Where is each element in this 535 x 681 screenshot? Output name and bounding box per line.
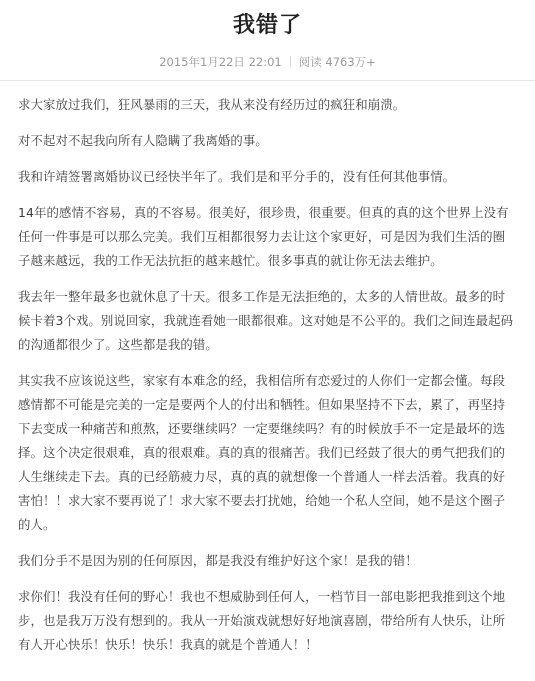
paragraph-5: 我去年一整年最多也就休息了十天。很多工作是无法拒绝的，太多的人情世故。最多的时候卡着3个戏。别说回家，我就连看她一眼都很难。这对她是不公平的。我们之间连最起码的沟通都很少了。这些都是我的错。 <box>18 289 514 352</box>
paragraph-3: 我和许靖签署离婚协议已经快半年了。我们是和平分手的，没有任何其他事情。 <box>18 169 456 184</box>
header-divider <box>0 80 535 81</box>
read-count: 阅读 4763万+ <box>298 55 376 69</box>
paragraph-7: 我们分手不是因为别的任何原因，都是我没有维护好这个家！是我的错！ <box>18 553 418 568</box>
paragraph-4: 14年的感情不容易，真的不容易。很美好，很珍贵，很重要。但真的真的这个世界上没有任何一件事是可以那么完美。我们互相都很努力去让这个家更好，可是因为我们生活的圈子越来越远，我的工作无法抗拒的越来越忙。很多事真的就让你无法去维护。 <box>18 205 509 268</box>
paragraph-6: 其实我不应该说这些，家家有本难念的经，我相信所有恋爱过的人你们一定都会懂。每段感情都不可能是完美的一定是要两个人的付出和牺牲。但如果坚持不下去，累了，再坚持下去变成一种痛苦和煎熬，还要继续吗？一定要继续吗？有的时候放手不一定是最坏的选择。这个决定很艰难，真的很艰难。真的真的很痛苦。我们已经鼓了很大的勇气把我们的人生继续走下去。真的已经筋疲力尽，真的真的就想像一个普通人一样去活着。我真的好害怕！！求大家不要再说了！求大家不要去打扰她，给她一个私人空间，她不是这个圈子的人。 <box>18 373 506 532</box>
publish-date: 2015年1月22日 22:01 <box>159 55 282 69</box>
paragraph-1: 求大家放过我们，狂风暴雨的三天，我从来没有经历过的疯狂和崩溃。 <box>18 97 406 112</box>
article-meta <box>18 54 517 70</box>
paragraph-2: 对不起对不起我向所有人隐瞒了我离婚的事。 <box>18 133 268 148</box>
paragraph-8: 求你们！我没有任何的野心！我也不想威胁到任何人，一档节目一部电影把我推到这个地步，也是我万万没有想到的。我从一开始演戏就想好好地演喜剧，带给所有人快乐，让所有人开心快乐！快乐！快乐！我真的就是个普通人！！ <box>18 589 506 652</box>
article-body <box>18 93 517 657</box>
meta-separator <box>290 56 291 67</box>
article-title: 我错了 <box>232 13 302 38</box>
